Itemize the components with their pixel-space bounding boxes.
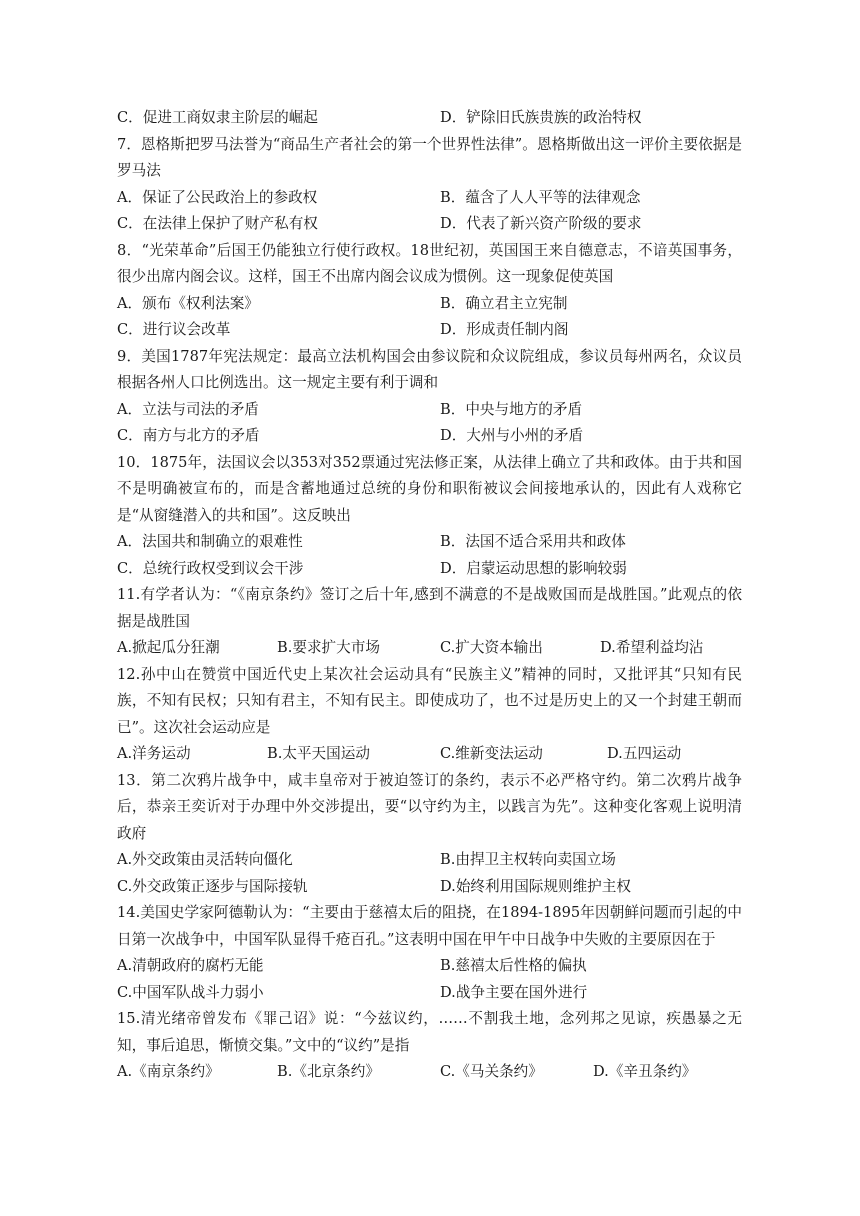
option-d: D．铲除旧氏族贵族的政治特权 [440, 109, 642, 126]
option-a: A.掀起瓜分狂潮 [117, 639, 220, 656]
option-d: D．启蒙运动思想的影响较弱 [440, 559, 627, 577]
question-stem: 9．美国1787年宪法规定：最高立法机构国会由参议院和众议院组成，参议员每州两名，众议员根据各州人口比例选出。这一规定主要有利于调和 [117, 347, 742, 391]
option-d: D．形成责任制内阁 [440, 321, 569, 338]
question-10 [117, 450, 742, 583]
option-c: C.维新变法运动 [440, 745, 543, 762]
option-c: C．南方与北方的矛盾 [117, 427, 260, 444]
question-stem: 12.孙中山在赞赏中国近代史上某次社会运动具有“民族主义”精神的同时，又批评其“只知有民族，不知有民权；只知有君主，不知有民主。即使成功了，也不过是历史上的又一个封建王朝而已”。这次社会运动应是 [117, 665, 742, 736]
option-c: C．总统行政权受到议会干涉 [117, 559, 304, 577]
option-d: D.战争主要在国外进行 [440, 983, 588, 1001]
options-row [117, 291, 742, 318]
option-d: D.五四运动 [607, 745, 682, 762]
option-b: B.慈禧太后性格的偏执 [440, 957, 587, 974]
question-stem: 13．第二次鸦片战争中，咸丰皇帝对于被迫签订的条约，表示不必严格守约。第二次鸦片战争后，恭亲王奕䜣对于办理中外交涉提出，要“以守约为主，以践言为先”。这种变化客观上说明清政府 [117, 771, 742, 842]
option-c: C.外交政策正逐步与国际接轨 [117, 877, 308, 895]
options-row [117, 317, 742, 344]
option-a: A．保证了公民政治上的参政权 [117, 188, 318, 206]
question-14 [117, 900, 742, 1006]
question-stem: 14.美国史学家阿德勒认为：“主要由于慈禧太后的阻挠，在1894-1895年因朝鲜问题而引起的中日第一次战争中，中国军队显得千疮百孔。”这表明中国在甲午中日战争中失败的主要原因在于 [117, 904, 742, 948]
options-row [117, 635, 742, 662]
option-a: A．颁布《权利法案》 [117, 294, 259, 312]
question-stem: 11.有学者认为：“《南京条约》签订之后十年,感到不满意的不是战败国而是战胜国。”此观点的依据是战胜国 [117, 586, 742, 630]
option-c: C．进行议会改革 [117, 321, 231, 338]
question-7 [117, 132, 742, 238]
question-stem: 15.清光绪帝曾发布《罪己诏》说：“今兹议约，……不割我土地，念列邦之见谅，疾愚暴之无知，事后追思，惭愤交集。”文中的“议约”是指 [117, 1010, 742, 1054]
option-b: B．中央与地方的矛盾 [440, 400, 583, 418]
lead-options-row-1 [117, 105, 742, 132]
options-row [117, 556, 742, 583]
option-b: B.要求扩大市场 [277, 639, 380, 656]
option-b: B．确立君主立宪制 [440, 294, 568, 312]
question-8 [117, 238, 742, 344]
option-b: B.太平天国运动 [267, 745, 370, 762]
option-c: C.《马关条约》 [440, 1063, 543, 1080]
options-row [117, 1059, 742, 1086]
question-11 [117, 582, 742, 662]
option-c: C.中国军队战斗力弱小 [117, 983, 264, 1001]
question-15 [117, 1006, 742, 1086]
option-b: B．蕴含了人人平等的法律观念 [440, 188, 641, 206]
option-c: C．促进工商奴隶主阶层的崛起 [117, 109, 318, 126]
question-13 [117, 768, 742, 901]
options-row [117, 980, 742, 1007]
option-b: B．法国不适合采用共和政体 [440, 533, 626, 550]
options-row [117, 847, 742, 874]
question-9 [117, 344, 742, 450]
options-row [117, 185, 742, 212]
options-row [117, 423, 742, 450]
option-b: B.由捍卫主权转向卖国立场 [440, 851, 616, 868]
options-row [117, 741, 742, 768]
options-row [117, 953, 742, 980]
question-stem: 10．1875年，法国议会以353对352票通过宪法修正案，从法律上确立了共和政体。由于共和国不是明确被宣布的，而是含蓄地通过总统的身份和职衔被议会间接地承认的，因此有人戏称它是“从窗缝潜入的共和国”。这反映出 [117, 453, 742, 524]
option-d: D．大州与小州的矛盾 [440, 427, 584, 444]
option-d: D.《辛丑条约》 [593, 1063, 697, 1080]
options-row [117, 529, 742, 556]
options-row [117, 211, 742, 238]
option-a: A.清朝政府的腐朽无能 [117, 957, 264, 974]
options-row [117, 874, 742, 901]
question-stem: 7．恩格斯把罗马法誉为“商品生产者社会的第一个世界性法律”。恩格斯做出这一评价主要依据是罗马法 [117, 135, 742, 179]
option-a: A.《南京条约》 [117, 1063, 220, 1080]
option-b: B.《北京条约》 [277, 1063, 380, 1080]
option-c: C.扩大资本输出 [440, 639, 543, 656]
question-stem: 8．“光荣革命”后国王仍能独立行使行政权。18世纪初，英国国王来自德意志，不谙英国事务，很少出席内阁会议。这样，国王不出席内阁会议成为惯例。这一现象促使英国 [117, 241, 742, 285]
option-a: A.外交政策由灵活转向僵化 [117, 851, 293, 868]
exam-content [117, 105, 742, 1086]
option-a: A．法国共和制确立的艰难性 [117, 533, 303, 550]
option-c: C．在法律上保护了财产私有权 [117, 215, 318, 232]
option-d: D．代表了新兴资产阶级的要求 [440, 215, 642, 232]
option-a: A.洋务运动 [117, 745, 191, 762]
question-12 [117, 662, 742, 768]
option-d: D.始终利用国际规则维护主权 [440, 877, 631, 895]
options-row [117, 397, 742, 424]
option-a: A．立法与司法的矛盾 [117, 400, 259, 418]
option-d: D.希望利益均沾 [600, 639, 704, 656]
